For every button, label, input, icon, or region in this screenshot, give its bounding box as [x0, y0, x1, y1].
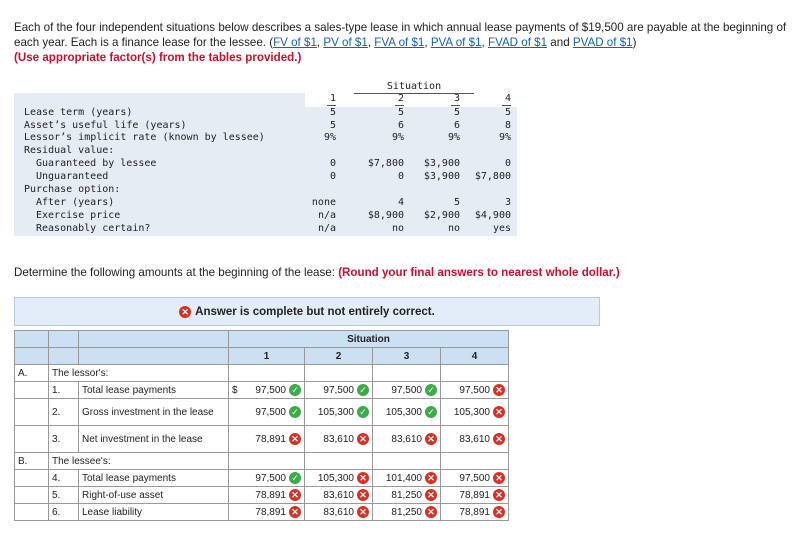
answer-value: 97,500 [459, 384, 490, 396]
answer-value: 97,500 [255, 384, 286, 396]
section-title: The lessor's: [49, 365, 229, 382]
check-circle-icon: ✓ [357, 406, 369, 418]
row-label: Purchase option: [24, 184, 121, 195]
row-label: Lease liability [79, 504, 229, 521]
blank-cell [441, 453, 509, 470]
row-value: 0 [329, 171, 336, 182]
intro-text: Each of the four independent situations below describes a sales-type lease in which annual lease payments of $19,500 are payable at the beginning of each year. Each is a finance lease for the lessee. ( [14, 21, 787, 49]
check-circle-icon: ✓ [289, 406, 301, 418]
table-row [15, 399, 509, 426]
row-label: Lease term (years) [24, 107, 133, 118]
blank-cell [229, 453, 305, 470]
x-circle-icon: ✕ [357, 489, 369, 501]
answer-cell[interactable] [229, 399, 305, 426]
x-circle-icon: ✕ [289, 489, 301, 501]
blank-cell [15, 487, 49, 504]
x-circle-icon: ✕ [357, 433, 369, 445]
table-row [15, 470, 509, 487]
section-letter: A. [15, 365, 49, 382]
x-circle-icon: ✕ [493, 384, 505, 396]
answer-value: 105,300 [317, 472, 354, 484]
answer-value: 83,610 [323, 433, 354, 445]
row-value: $2,900 [423, 210, 460, 221]
table-row [15, 487, 509, 504]
situation-header: Situation [229, 331, 509, 348]
link-fv[interactable]: FV of $1 [273, 36, 317, 49]
blank-cell [305, 365, 373, 382]
answer-cell[interactable] [441, 504, 509, 521]
x-circle-icon: ✕ [493, 406, 505, 418]
answer-cell[interactable] [229, 470, 305, 487]
answer-cell[interactable] [373, 487, 441, 504]
row-label: Total lease payments [79, 382, 229, 399]
column-header-2: 2 [305, 348, 373, 365]
answer-value: 105,300 [385, 406, 422, 418]
answer-table [14, 330, 509, 521]
row-value: n/a [317, 210, 336, 221]
answer-cell[interactable] [305, 470, 373, 487]
table-row [15, 426, 509, 453]
row-value: none [311, 197, 336, 208]
column-header-3: 3 [453, 93, 460, 104]
answer-value: 83,610 [391, 433, 422, 445]
row-value: 0 [397, 171, 404, 182]
problem-intro: Each of the four independent situations below describes a sales-type lease in which annual lease payments of $19,500 are payable at the beginning of each year. Each is a finance lease for the lessee. (FV of $1, PV of $1, FVA of $1, PVA of $1, FVAD of $1 and PVAD of $1) (Use appropriate factor(s) from the tables provided.) [14, 21, 787, 64]
answer-value: 97,500 [323, 384, 354, 396]
blank-cell [305, 453, 373, 470]
x-circle-icon: ✕ [425, 489, 437, 501]
answer-cell[interactable] [229, 487, 305, 504]
row-value: 9% [447, 132, 460, 143]
row-value: 6 [453, 120, 460, 131]
row-label: Residual value: [24, 145, 115, 156]
intro-instruction: (Use appropriate factor(s) from the tables provided.) [14, 51, 302, 64]
answer-cell[interactable] [441, 382, 509, 399]
section-letter: B. [15, 453, 49, 470]
row-label: Asset’s useful life (years) [24, 120, 187, 131]
answer-value: 78,891 [255, 433, 286, 445]
answer-cell[interactable] [305, 487, 373, 504]
situation-header: Situation [386, 81, 442, 92]
x-circle-icon: ✕ [493, 433, 505, 445]
x-circle-icon: ✕ [357, 506, 369, 518]
check-circle-icon: ✓ [425, 384, 437, 396]
table-row [15, 382, 509, 399]
prompt-instruction: (Round your final answers to nearest whole dollar.) [338, 266, 620, 279]
answer-value: 97,500 [459, 472, 490, 484]
blank-cell [15, 399, 49, 426]
row-value: 9% [323, 132, 336, 143]
header-blank [15, 348, 49, 365]
check-circle-icon: ✓ [289, 384, 301, 396]
row-number: 1. [49, 382, 79, 399]
row-value: 3 [504, 197, 511, 208]
row-value: 6 [397, 120, 404, 131]
answer-cell[interactable] [373, 382, 441, 399]
answer-cell[interactable] [441, 487, 509, 504]
link-fva[interactable]: FVA of $1 [374, 36, 425, 49]
row-value: 5 [329, 107, 336, 118]
column-underline [451, 105, 460, 106]
answer-cell[interactable] [441, 399, 509, 426]
question-prompt [14, 266, 620, 279]
row-value: $4,900 [474, 210, 511, 221]
intro-close: ) [632, 36, 637, 49]
blank-cell [229, 365, 305, 382]
answer-value: 78,891 [255, 506, 286, 518]
column-header-1: 1 [329, 93, 336, 104]
answer-value: 105,300 [317, 406, 354, 418]
answer-value: 97,500 [255, 472, 286, 484]
link-pv[interactable]: PV of $1 [323, 36, 368, 49]
column-underline [395, 105, 404, 106]
x-circle-icon: ✕ [493, 489, 505, 501]
column-underline [502, 105, 511, 106]
header-blank [15, 331, 49, 348]
header-blank [79, 348, 229, 365]
row-value: 9% [498, 132, 511, 143]
answer-cell[interactable] [305, 399, 373, 426]
row-value: 8 [504, 120, 511, 131]
answer-value: 97,500 [255, 406, 286, 418]
answer-value: 78,891 [255, 489, 286, 501]
x-circle-icon: ✕ [493, 506, 505, 518]
header-blank [49, 331, 79, 348]
column-header-2: 2 [397, 93, 404, 104]
answer-cell[interactable] [229, 504, 305, 521]
row-value: $3,900 [423, 171, 460, 182]
row-value: 0 [504, 158, 511, 169]
header-row [15, 348, 509, 365]
answer-cell[interactable] [441, 426, 509, 453]
x-circle-icon: ✕ [493, 472, 505, 484]
row-number: 5. [49, 487, 79, 504]
header-blank [79, 331, 229, 348]
answer-cell[interactable] [305, 426, 373, 453]
row-label: Exercise price [36, 210, 121, 221]
blank-cell [441, 365, 509, 382]
row-value: yes [492, 223, 511, 234]
answer-cell[interactable] [373, 504, 441, 521]
row-value: 0 [329, 158, 336, 169]
row-label: Unguaranteed [36, 171, 109, 182]
row-label: Total lease payments [79, 470, 229, 487]
row-number: 4. [49, 470, 79, 487]
blank-cell [15, 504, 49, 521]
check-circle-icon: ✓ [289, 472, 301, 484]
answer-cell[interactable] [373, 426, 441, 453]
row-value: n/a [317, 223, 336, 234]
dollar-sign: $ [232, 384, 238, 396]
link-fvad[interactable]: FVAD of $1 [487, 36, 548, 49]
x-circle-icon: ✕ [425, 433, 437, 445]
row-label: Gross investment in the lease [79, 399, 229, 426]
blank-cell [373, 365, 441, 382]
row-value: 5 [453, 107, 460, 118]
answer-value: 83,610 [323, 489, 354, 501]
row-value: no [447, 223, 460, 234]
row-value: $7,800 [367, 158, 404, 169]
x-circle-icon: ✕ [289, 433, 301, 445]
row-label: Lessor’s implicit rate (known by lessee) [24, 132, 265, 143]
link-pva[interactable]: PVA of $1 [430, 36, 482, 49]
x-circle-icon: ✕ [179, 306, 191, 318]
answer-cell[interactable] [441, 470, 509, 487]
row-label: After (years) [36, 197, 115, 208]
answer-value: 101,400 [385, 472, 422, 484]
row-label: Right-of-use asset [79, 487, 229, 504]
link-pvad[interactable]: PVAD of $1 [572, 36, 633, 49]
column-header-1: 1 [229, 348, 305, 365]
row-value: no [391, 223, 404, 234]
answer-value: 81,250 [391, 506, 422, 518]
blank-cell [15, 470, 49, 487]
situation-data-table [14, 81, 517, 238]
section-title: The lessee's: [49, 453, 229, 470]
answer-value: 81,250 [391, 489, 422, 501]
row-value: 5 [397, 107, 404, 118]
row-label: Net investment in the lease [79, 426, 229, 453]
row-value: 5 [504, 107, 511, 118]
answer-value: 105,300 [453, 406, 490, 418]
row-value: $7,800 [474, 171, 511, 182]
answer-cell[interactable] [373, 470, 441, 487]
row-label: Reasonably certain? [36, 223, 151, 234]
answer-value: 78,891 [459, 489, 490, 501]
row-value: $3,900 [423, 158, 460, 169]
row-value: $8,900 [367, 210, 404, 221]
row-number: 3. [49, 426, 79, 453]
answer-cell[interactable] [229, 426, 305, 453]
column-header-4: 4 [504, 93, 511, 104]
x-circle-icon: ✕ [425, 472, 437, 484]
column-underline [327, 105, 336, 106]
blank-cell [373, 453, 441, 470]
table-row [15, 504, 509, 521]
banner-text: Answer is complete but not entirely correct. [195, 305, 435, 318]
row-number: 6. [49, 504, 79, 521]
row-value: 4 [397, 197, 404, 208]
blank-cell [15, 426, 49, 453]
row-value: 5 [329, 120, 336, 131]
row-value: 5 [453, 197, 460, 208]
answer-value: 83,610 [459, 433, 490, 445]
blank-cell [15, 382, 49, 399]
answer-cell[interactable] [305, 504, 373, 521]
answer-cell[interactable] [229, 382, 305, 399]
intro-and: and [550, 36, 570, 49]
check-circle-icon: ✓ [425, 406, 437, 418]
x-circle-icon: ✕ [289, 506, 301, 518]
answer-value: 83,610 [323, 506, 354, 518]
column-header-4: 4 [441, 348, 509, 365]
answer-cell[interactable] [373, 399, 441, 426]
row-number: 2. [49, 399, 79, 426]
answer-value: 97,500 [391, 384, 422, 396]
prompt-text: Determine the following amounts at the beginning of the lease: [14, 266, 339, 279]
header-row [15, 331, 509, 348]
section-row [15, 365, 509, 382]
answer-cell[interactable] [305, 382, 373, 399]
check-circle-icon: ✓ [357, 384, 369, 396]
header-blank [49, 348, 79, 365]
row-value: 9% [391, 132, 404, 143]
column-header-3: 3 [373, 348, 441, 365]
x-circle-icon: ✕ [425, 506, 437, 518]
answer-value: 78,891 [459, 506, 490, 518]
row-label: Guaranteed by lessee [36, 158, 157, 169]
result-banner [14, 297, 600, 326]
section-row [15, 453, 509, 470]
x-circle-icon: ✕ [357, 472, 369, 484]
